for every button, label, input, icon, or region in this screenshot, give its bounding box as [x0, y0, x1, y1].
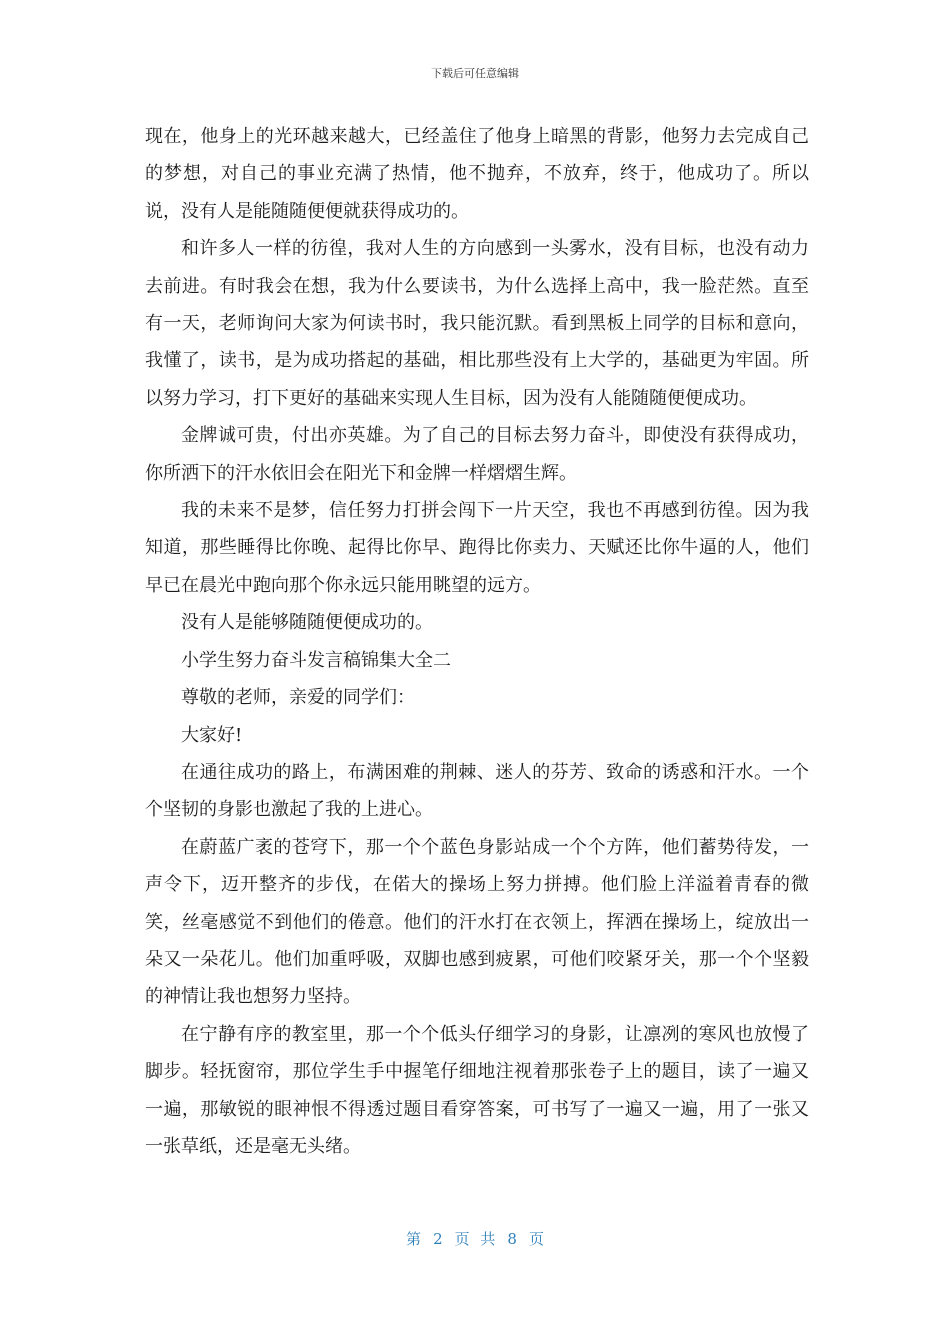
- paragraph: 在蔚蓝广袤的苍穹下，那一个个蓝色身影站成一个个方阵，他们蓄势待发，一声令下，迈开整齐的步伐，在偌大的操场上努力拼搏。他们脸上洋溢着青春的微笑，丝毫感觉不到他们的倦意。他们的汗水打在衣领上，挥洒在操场上，绽放出一朵又一朵花儿。他们加重呼吸，双脚也感到疲累，可他们咬紧牙关，那一个个坚毅的神情让我也想努力坚持。: [145, 836, 809, 1008]
- paragraph: 现在，他身上的光环越来越大，已经盖住了他身上暗黑的背影，他努力去完成自己的梦想，对自己的事业充满了热情，他不抛弃，不放弃，终于，他成功了。所以说，没有人是能随随便便就获得成功的。: [145, 126, 809, 222]
- footer-current-page: 2: [433, 1230, 443, 1248]
- section-title: 小学生努力奋斗发言稿锦集大全二: [181, 649, 451, 671]
- footer-prefix: 第: [406, 1230, 422, 1248]
- salutation: 尊敬的老师，亲爱的同学们：: [181, 687, 415, 709]
- footer-total-pages: 8: [507, 1230, 517, 1248]
- paragraph: 没有人是能够随随便便成功的。: [181, 612, 433, 634]
- page-header: 下载后可任意编辑: [431, 67, 519, 80]
- footer-middle: 页 共: [454, 1230, 496, 1248]
- paragraph: 在通往成功的路上，布满困难的荆棘、迷人的芬芳、致命的诱惑和汗水。一个个坚韧的身影也激起了我的上进心。: [145, 761, 809, 821]
- document-body: [145, 118, 809, 1165]
- page-footer: [0, 1229, 950, 1249]
- paragraph: 我的未来不是梦，信任努力打拼会闯下一片天空，我也不再感到彷徨。因为我知道，那些睡得比你晚、起得比你早、跑得比你卖力、天赋还比你牛逼的人，他们早已在晨光中跑向那个你永远只能用眺望的远方。: [145, 500, 809, 596]
- paragraph: 金牌诚可贵，付出亦英雄。为了自己的目标去努力奋斗，即使没有获得成功，你所洒下的汗水依旧会在阳光下和金牌一样熠熠生辉。: [145, 425, 809, 484]
- paragraph: 在宁静有序的教室里，那一个个低头仔细学习的身影，让凛冽的寒风也放慢了脚步。轻抚窗帘，那位学生手中握笔仔细地注视着那张卷子上的题目，读了一遍又一遍，那敏锐的眼神恨不得透过题目看穿答案，可书写了一遍又一遍，用了一张又一张草纸，还是毫无头绪。: [145, 1023, 809, 1157]
- greeting: 大家好!: [181, 724, 243, 746]
- paragraph: 和许多人一样的彷徨，我对人生的方向感到一头雾水，没有目标，也没有动力去前进。有时我会在想，我为什么要读书，为什么选择上高中，我一脸茫然。直至有一天，老师询问大家为何读书时，我只能沉默。看到黑板上同学的目标和意向，我懂了，读书，是为成功搭起的基础，相比那些没有上大学的，基础更为牢固。所以努力学习，打下更好的基础来实现人生目标，因为没有人能随随便便成功。: [145, 238, 809, 409]
- footer-suffix: 页: [528, 1230, 544, 1248]
